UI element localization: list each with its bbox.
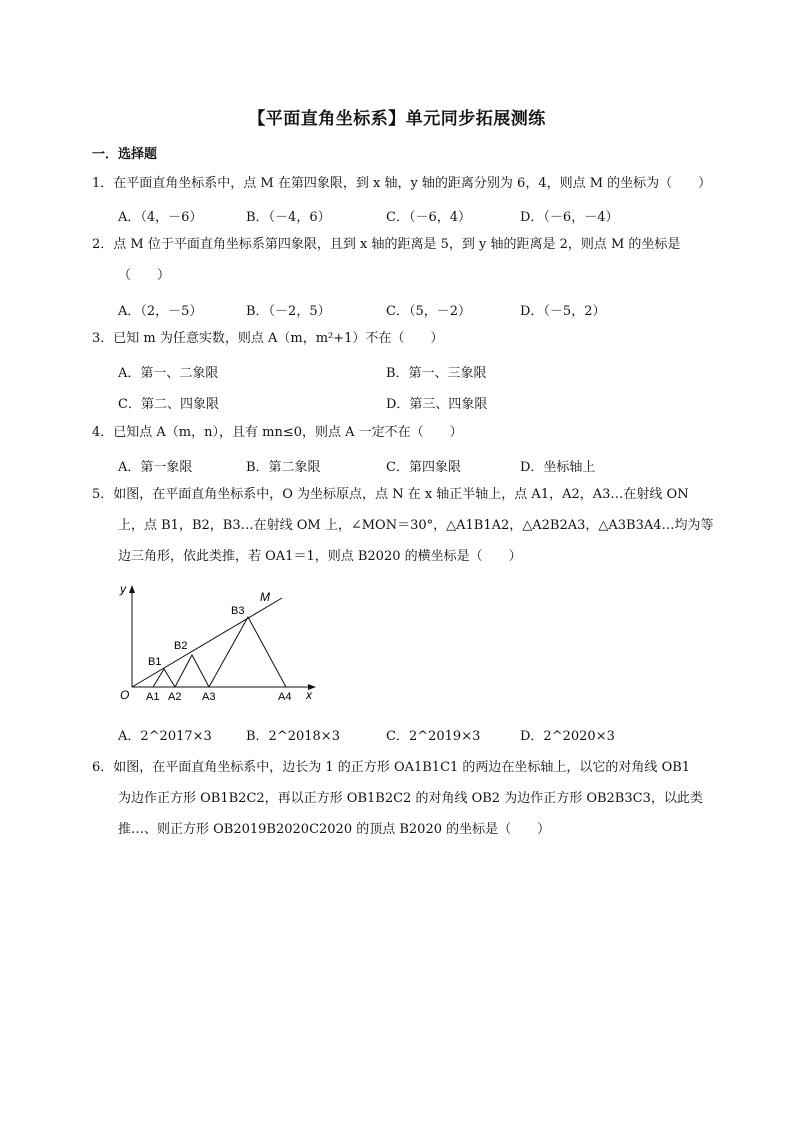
q1-option-c: C．（－6，4） (386, 210, 471, 225)
q1-option-b: B．（－4，6） (246, 210, 331, 225)
y-axis-label: y (120, 582, 126, 596)
page-title: 【平面直角坐标系】单元同步拓展测练 (248, 109, 546, 129)
question-1: 1．在平面直角坐标系中，点 M 在第四象限，到 x 轴，y 轴的距离分别为 6，4，则点 M 的坐标为（ ） (92, 176, 712, 191)
question-2-line-1: 2．点 M 位于平面直角坐标系第四象限，且到 x 轴的距离是 5，到 y 轴的距离是 2，则点 M 的坐标是 (92, 237, 681, 252)
point-a3-label: A3 (202, 691, 216, 703)
point-a1-label: A1 (146, 691, 160, 703)
question-3: 3．已知 m 为任意实数，则点 A（m，m²+1）不在（ ） (92, 331, 444, 346)
question-5-line-3: 边三角形，依此类推，若 OA1＝1，则点 B2020 的横坐标是（ ） (118, 549, 522, 564)
q1-option-d: D．（－6，－4） (520, 210, 619, 225)
triangle-figure (110, 577, 330, 705)
q4-option-a: A．第一象限 (118, 460, 193, 475)
q4-option-d: D．坐标轴上 (520, 460, 596, 475)
q2-option-b: B．（－2，5） (246, 304, 331, 319)
q5-option-c: C．2^2019×3 (386, 729, 481, 744)
question-5-line-1: 5．如图，在平面直角坐标系中，O 为坐标原点，点 N 在 x 轴正半轴上，点 A1，A2，A3…在射线 ON (92, 487, 689, 502)
q1-option-a: A．（4，－6） (118, 210, 203, 225)
origin-label: O (120, 688, 130, 702)
q5-option-d: D．2^2020×3 (520, 729, 615, 744)
question-4: 4．已知点 A（m，n），且有 mn≤0，则点 A 一定不在（ ） (92, 425, 463, 440)
q3-option-c: C．第二、四象限 (118, 397, 219, 412)
question-6-line-3: 推…、则正方形 OB2019B2020C2020 的顶点 B2020 的坐标是（ ） (118, 822, 551, 837)
q4-option-b: B．第二象限 (246, 460, 321, 475)
point-a4-label: A4 (278, 691, 292, 703)
point-b1-label: B1 (148, 656, 162, 668)
q3-option-b: B．第一、三象限 (386, 366, 487, 381)
q5-option-b: B．2^2018×3 (246, 729, 340, 744)
q5-option-a: A．2^2017×3 (118, 729, 212, 744)
section-heading: 一．选择题 (92, 147, 158, 162)
q2-option-c: C．（5，－2） (386, 304, 471, 319)
x-axis-label: x (306, 688, 312, 702)
question-6-line-1: 6．如图，在平面直角坐标系中，边长为 1 的正方形 OA1B1C1 的两边在坐标轴上，以它的对角线 OB1 (92, 760, 691, 775)
point-b3-label: B3 (231, 605, 245, 617)
point-b2-label: B2 (174, 640, 188, 652)
q4-option-c: C．第四象限 (386, 460, 461, 475)
q2-option-d: D．（－5，2） (520, 304, 606, 319)
question-6-line-2: 为边作正方形 OB1B2C2，再以正方形 OB1B2C2 的对角线 OB2 为边作正方形 OB2B3C3，以此类 (118, 791, 703, 806)
point-a2-label: A2 (168, 691, 182, 703)
q2-option-a: A．（2，－5） (118, 304, 203, 319)
question-5-line-2: 上，点 B1，B2，B3…在射线 OM 上，∠MON＝30°，△A1B1A2，△A2B2A3，△A3B3A4…均为等 (118, 518, 714, 533)
point-m-label: M (260, 590, 270, 604)
q3-option-a: A．第一、二象限 (118, 366, 219, 381)
q3-option-d: D．第三、四象限 (386, 397, 488, 412)
question-2-line-2: （ ） (118, 268, 171, 283)
